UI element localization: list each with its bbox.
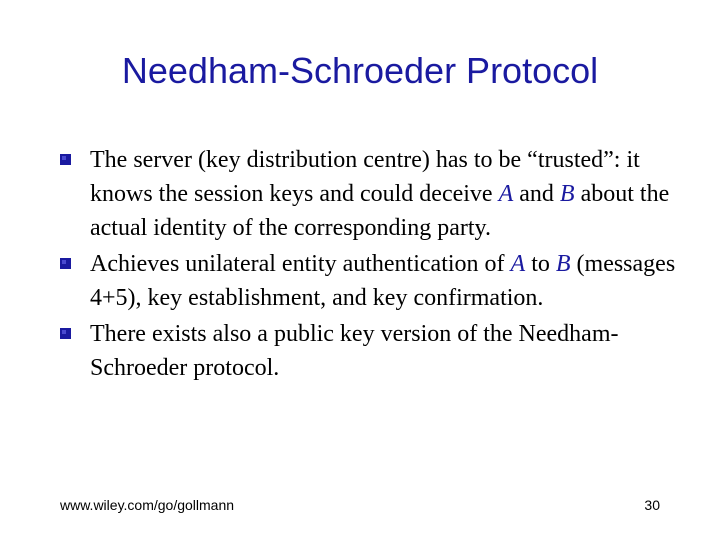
square-bullet-icon (60, 258, 71, 269)
party-b-label: B (555, 251, 571, 277)
bullet-item-1 (60, 143, 680, 245)
bullet-text: The server (key distribution centre) has to be “trusted”: it knows the session keys and could deceive (90, 147, 640, 207)
party-b-label: B (559, 181, 575, 207)
bullet-text: about the actual identity of the corresponding party. (90, 181, 670, 241)
square-bullet-icon (60, 154, 71, 165)
footer-url: www.wiley.com/go/gollmann (60, 497, 235, 513)
slide-title: Needham-Schroeder Protocol (121, 50, 599, 91)
bullet-item-2 (60, 247, 680, 315)
page-number: 30 (644, 497, 660, 513)
bullet-text: (messages 4+5), key establishment, and key confirmation. (90, 251, 676, 311)
party-a-label: A (510, 251, 526, 277)
party-a-label: A (498, 181, 514, 207)
bullet-text: to (525, 251, 556, 277)
bullet-item-3 (60, 317, 680, 385)
bullet-text: There exists also a public key version of the Needham-Schroeder protocol. (90, 321, 619, 381)
bullet-list (60, 143, 680, 387)
bullet-text: Achieves unilateral entity authentication of (90, 251, 511, 277)
bullet-text: and (513, 181, 560, 207)
square-bullet-icon (60, 328, 71, 339)
